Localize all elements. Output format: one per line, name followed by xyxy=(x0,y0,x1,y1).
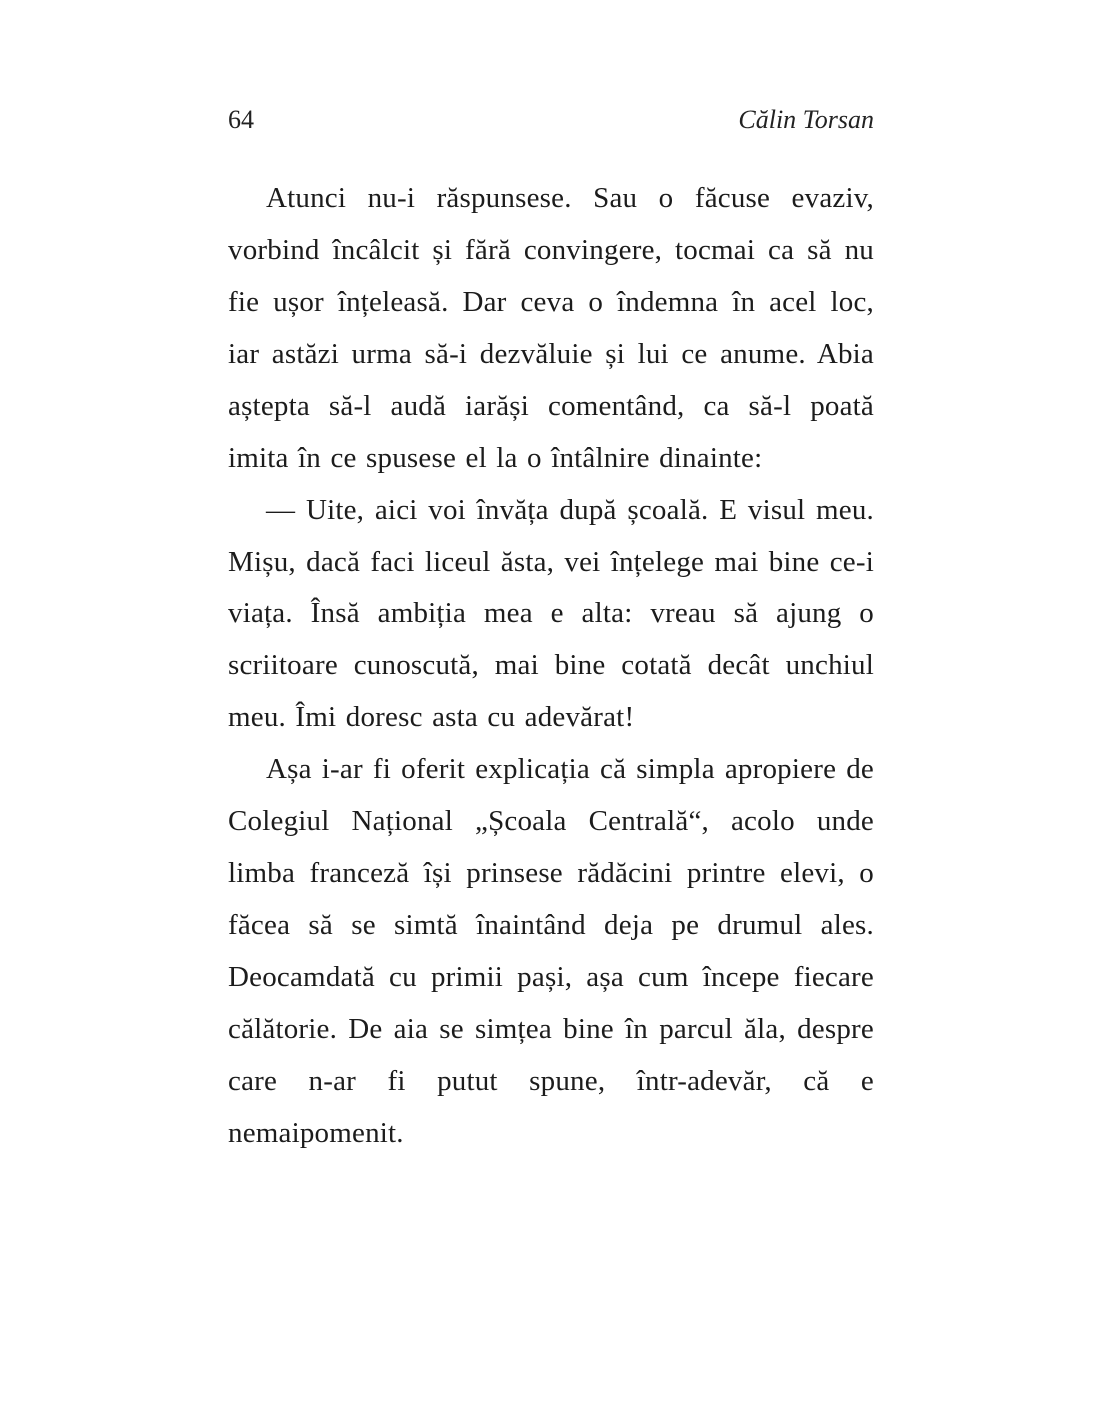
page-header xyxy=(228,104,874,135)
page-number: 64 xyxy=(228,105,254,134)
body-text xyxy=(228,173,874,1159)
author-name: Călin Torsan xyxy=(738,105,874,134)
page-content xyxy=(228,104,874,1159)
paragraph: Atunci nu-i răspunsese. Sau o făcuse evaziv, vorbind încâlcit și fără convingere, tocmai ca să nu fie ușor înțeleasă. Dar ceva o îndemna în acel loc, iar astăzi urma să-i dezvăluie și lui ce anume. Abia aștepta să-l audă iarăși comentând, ca să-l poată imita în ce spusese el la o întâlnire dinainte: xyxy=(228,182,874,474)
paragraph-dialogue: — Uite, aici voi învăța după școală. E visul meu. Mișu, dacă faci liceul ăsta, vei înțelege mai bine ce-i viața. Însă ambiția mea e alta: vreau să ajung o scriitoare cunoscută, mai bine cotată decât unchiul meu. Îmi doresc asta cu adevărat! xyxy=(228,493,874,734)
paragraph: Așa i-ar fi oferit explicația că simpla apropiere de Colegiul Național „Școala Centrală“, acolo unde limba franceză își prinsese rădăcini printre elevi, o făcea să se simtă înaintând deja pe drumul ales. Deocamdată cu primii pași, așa cum începe fiecare călătorie. De aia se simțea bine în parcul ăla, despre care n-ar fi putut spune, într-adevăr, că e nemaipomenit. xyxy=(228,753,874,1149)
